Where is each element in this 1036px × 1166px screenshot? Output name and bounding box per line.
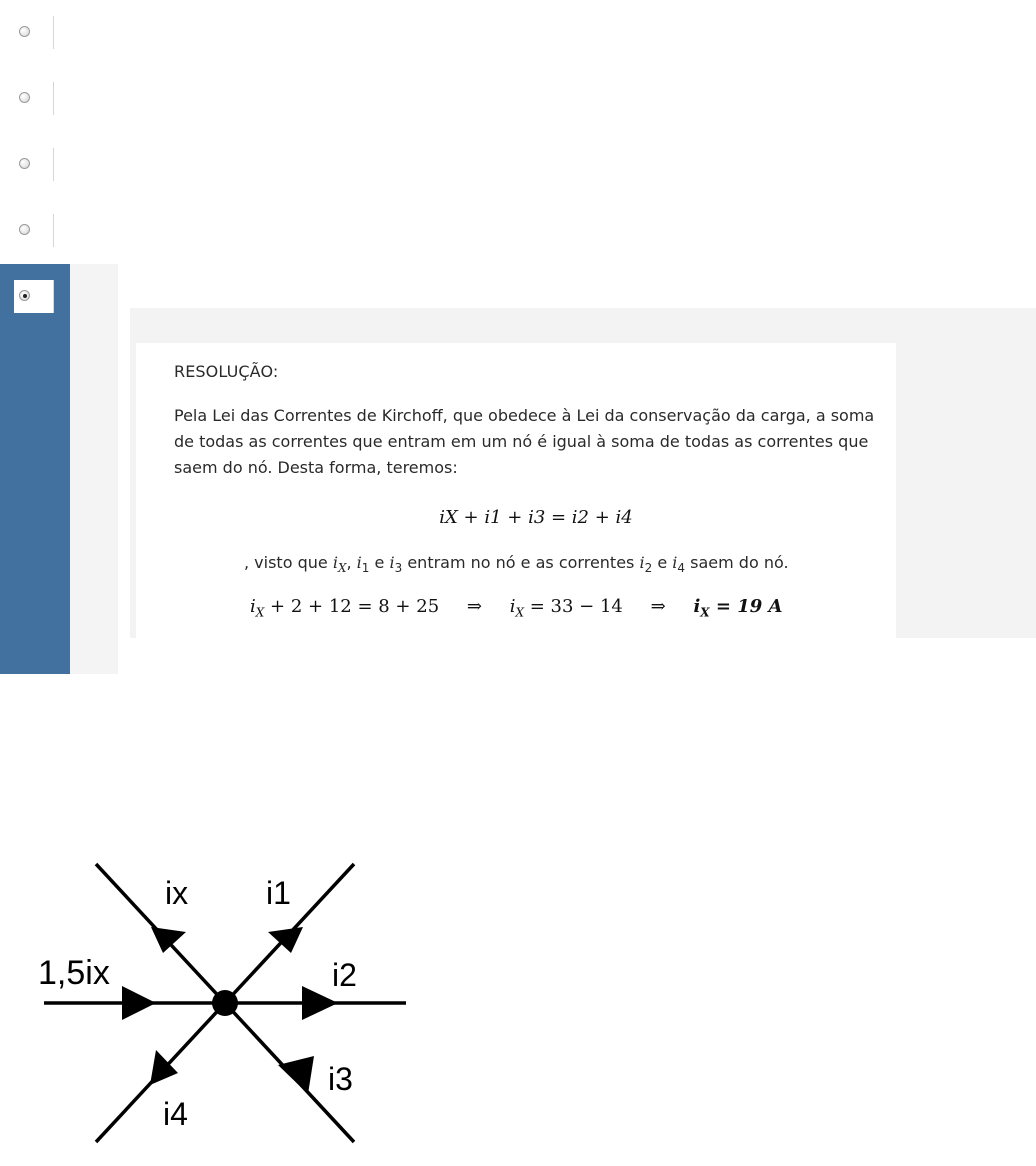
label-i3: i3	[328, 1061, 353, 1097]
option-d-radio[interactable]	[19, 224, 30, 235]
equation-note: , visto que $i_X$, $i_1$ e $i_3$ entram no nó e as correntes $i_2$ e $i_4$ saem do nó.	[244, 553, 789, 576]
junction-node	[212, 990, 238, 1016]
arrow-i3	[278, 1056, 314, 1094]
option-a-radio[interactable]	[19, 26, 30, 37]
label-15ix: 1,5ix	[38, 954, 110, 992]
resolution-card	[136, 343, 896, 638]
kcl-node-diagram	[38, 860, 418, 1150]
label-i1: i1	[266, 875, 291, 911]
option-content-area	[70, 264, 118, 674]
calculation-line: $i_X + 2 + 12 = 8 + 25$ ⇒ $i_X = 33 - 14$ ⇒ $i_X = 19$ A	[250, 596, 783, 620]
selected-option-highlight	[0, 264, 70, 674]
label-ix: ix	[165, 875, 189, 911]
option-c-box[interactable]	[14, 148, 54, 181]
option-a-box[interactable]	[14, 16, 54, 49]
arrow-i4	[150, 1050, 178, 1085]
label-i4: i4	[163, 1096, 188, 1132]
arrow-15ix	[122, 986, 156, 1020]
option-d-box[interactable]	[14, 214, 54, 247]
label-i2: i2	[332, 957, 357, 993]
arrow-ix	[151, 927, 186, 953]
option-e-box[interactable]	[14, 280, 54, 313]
kcl-equation: iX + i1 + i3 = i2 + i4	[439, 507, 633, 528]
option-c-radio[interactable]	[19, 158, 30, 169]
resolution-title: RESOLUÇÃO:	[174, 362, 279, 381]
resolution-paragraph: Pela Lei das Correntes de Kirchoff, que obedece à Lei da conservação da carga, a soma de todas as correntes que entram em um nó é igual à soma de todas as correntes que saem do nó. Desta forma, teremos:	[174, 406, 875, 477]
final-result: $i_X = 19$ A	[693, 596, 783, 620]
option-b-box[interactable]	[14, 82, 54, 115]
option-e-radio-selected[interactable]	[19, 290, 30, 301]
option-b-radio[interactable]	[19, 92, 30, 103]
